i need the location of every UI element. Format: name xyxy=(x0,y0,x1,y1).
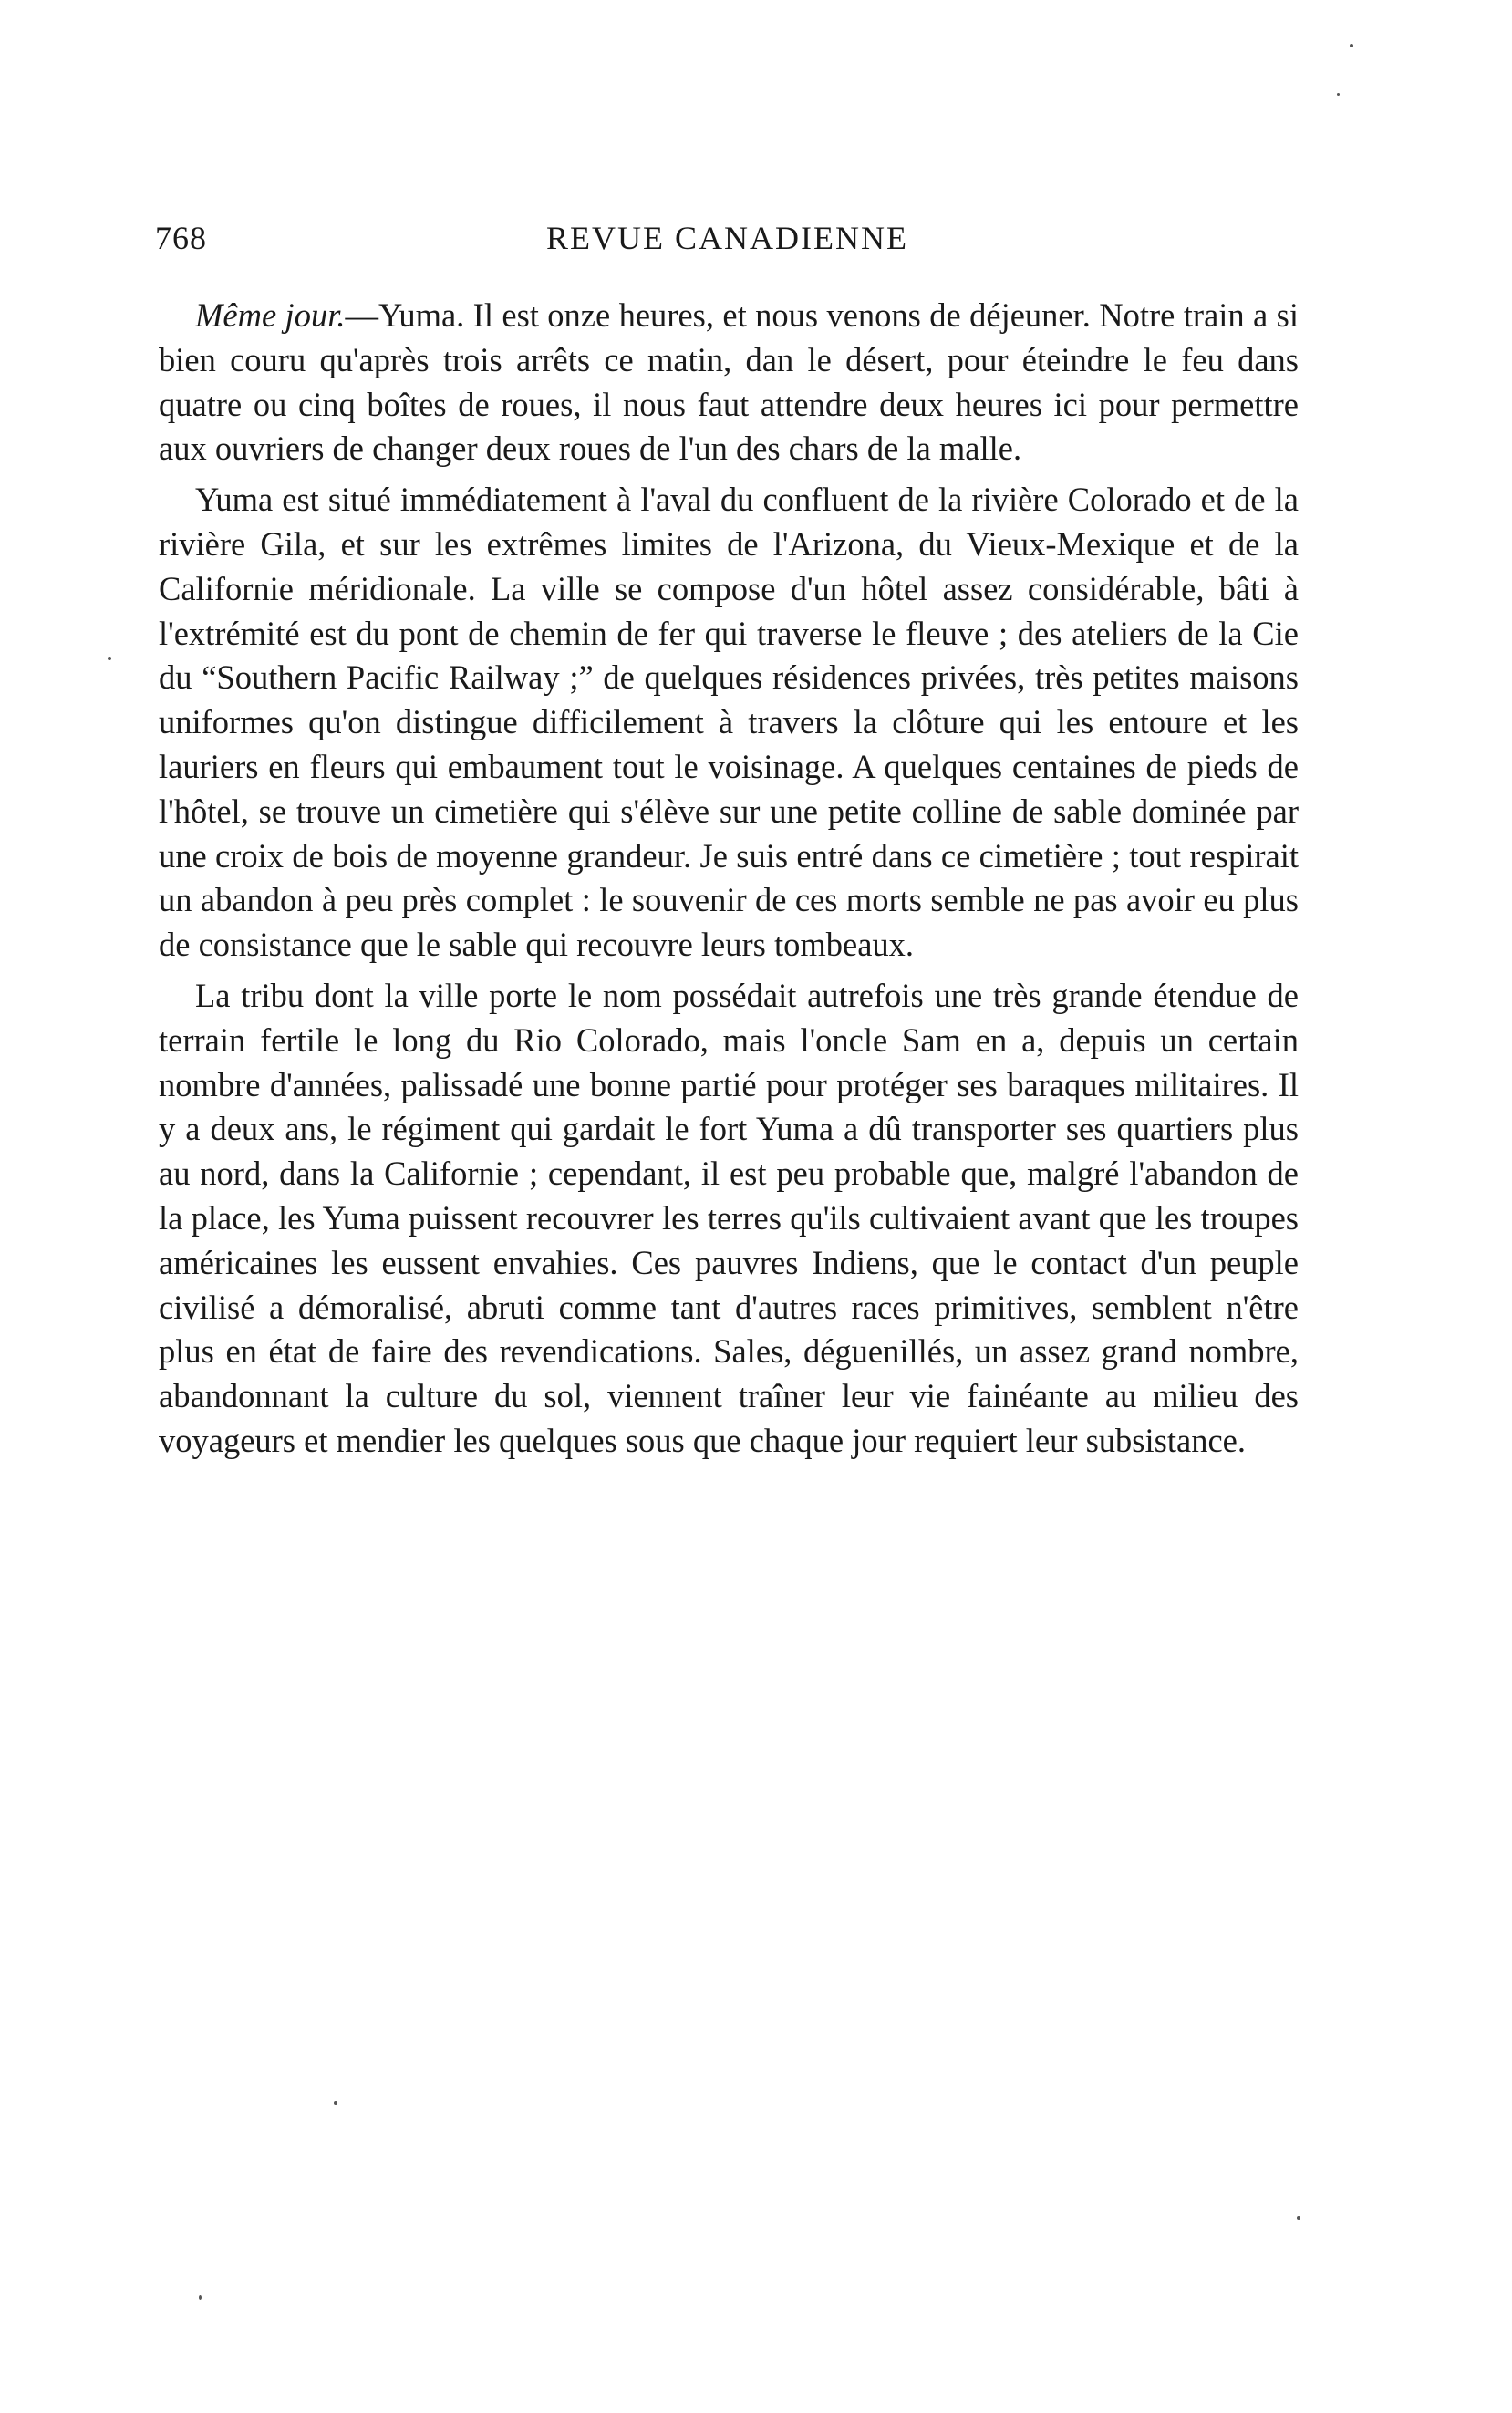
paragraph-lead: Même jour. xyxy=(195,296,346,334)
scan-speck xyxy=(199,2295,202,2300)
running-title: REVUE CANADIENNE xyxy=(546,220,908,256)
scan-speck xyxy=(1297,2216,1300,2220)
scan-speck xyxy=(1337,93,1340,96)
body-text xyxy=(159,294,1299,1464)
page-header xyxy=(155,219,1300,259)
scan-speck xyxy=(108,657,111,660)
scan-speck xyxy=(1350,44,1353,47)
page-number: 768 xyxy=(155,220,207,256)
scan-speck xyxy=(334,2101,337,2105)
paragraph-text: —Yuma. Il est onze heures, et nous venons de déjeuner. Notre train a si bien couru qu'après trois arrêts ce matin, dan le désert, pour éteindre le feu dans quatre ou cinq boîtes de roues, il nous faut attendre deux heures ici pour permettre aux ouvriers de changer deux roues de l'un des chars de la malle. xyxy=(159,296,1300,468)
paragraph-2: Yuma est situé immédiatement à l'aval du confluent de la rivière Colorado et de la rivière Gila, et sur les extrêmes limites de l'Arizona, du Vieux-Mexique et de la Californie méridionale. La ville se compose d'un hôtel assez considérable, bâti à l'extrémité est du pont de chemin de fer qui traverse le fleuve ; des ateliers de la Cie du “Southern Pacific Railway ;” de quelques résidences privées, très petites maisons uniformes qu'on distingue difficilement à travers la clôture qui les entoure et les lauriers en fleurs qui embaument tout le voisinage. A quelques centaines de pieds de l'hôtel, se trouve un cimetière qui s'élève sur une petite colline de sable dominée par une croix de bois de moyenne grandeur. Je suis entré dans ce cimetière ; tout respirait un abandon à peu près complet : le souvenir de ces morts semble ne pas avoir eu plus de consistance que le sable qui recouvre leurs tombeaux. xyxy=(159,481,1299,964)
paragraph-1 xyxy=(159,294,1299,471)
paragraph-3: La tribu dont la ville porte le nom possédait autrefois une très grande étendue de terrain fertile le long du Rio Colorado, mais l'oncle Sam en a, depuis un certain nombre d'années, palissadé une bonne partié pour protéger ses baraques militaires. Il y a deux ans, le régiment qui gardait le fort Yuma a dû transporter ses quartiers plus au nord, dans la Californie ; cependant, il est peu probable que, malgré l'abandon de la place, les Yuma puissent recouvrer les terres qu'ils cultivaient avant que les troupes américaines les eussent envahies. Ces pauvres Indiens, que le contact d'un peuple civilisé a démoralisé, abruti comme tant d'autres races primitives, semblent n'être plus en état de faire des revendications. Sales, déguenillés, un assez grand nombre, abandonnant la culture du sol, viennent traîner leur vie fainéante au milieu des voyageurs et mendier les quelques sous que chaque jour requiert leur subsistance. xyxy=(159,976,1299,1459)
